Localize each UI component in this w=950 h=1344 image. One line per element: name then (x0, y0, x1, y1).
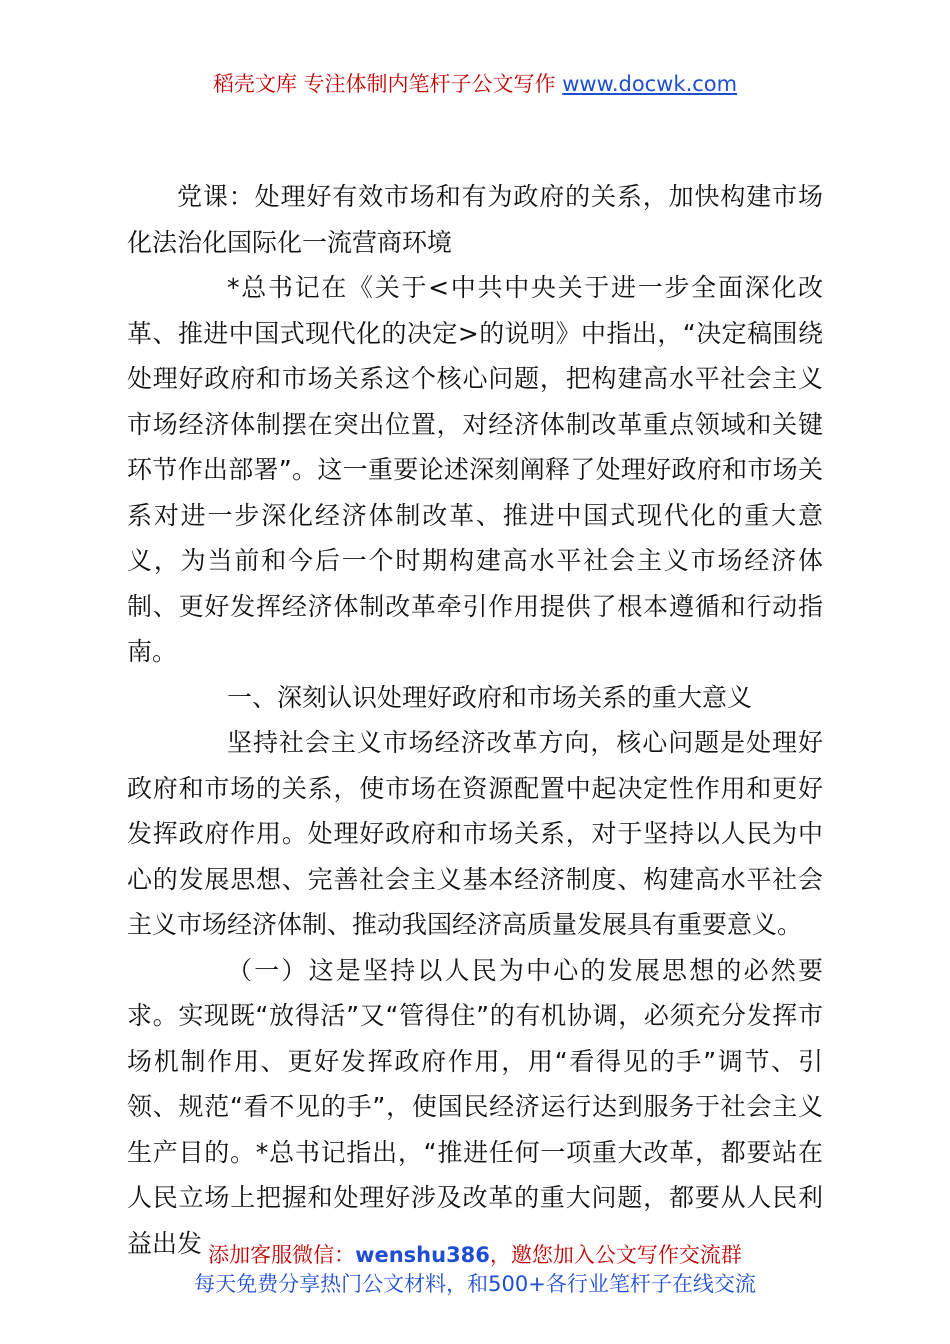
footer-contact-line (0, 1241, 950, 1270)
paragraph-section-1: 坚持社会主义市场经济改革方向，核心问题是处理好政府和市场的关系，使市场在资源配置中起决定性作用和更好发挥政府作用。处理好政府和市场关系，对于坚持以人民为中心的发展思想、完善社会主义基本经济制度、构建高水平社会主义市场经济体制、推动我国经济高质量发展具有重要意义。 (127, 728, 823, 939)
footer-contact-prefix: 添加客服微信： (208, 1243, 356, 1267)
header-website-link[interactable]: www.docwk.com (562, 72, 738, 96)
watermark-header (0, 70, 950, 98)
document-body (127, 174, 823, 1266)
footer-contact-suffix: ，邀您加入公文写作交流群 (489, 1243, 742, 1267)
header-brand-text: 稻壳文库 专注体制内笔杆子公文写作 (212, 72, 563, 96)
section-heading-1: 一、深刻认识处理好政府和市场关系的重大意义 (227, 682, 753, 712)
paragraph-intro: *总书记在《关于<中共中央关于进一步全面深化改革、推进中国式现代化的决定>的说明》中指出，“决定稿围绕处理好政府和市场关系这个核心问题，把构建高水平社会主义市场经济体制摆在突出位置，对经济体制改革重点领域和关键环节作出部署”。这一重要论述深刻阐释了处理好政府和市场关系对进一步深化经济体制改革、推进中国式现代化的重大意义，为当前和今后一个时期构建高水平社会主义市场经济体制、更好发挥经济体制改革牵引作用提供了根本遵循和行动指南。 (127, 273, 823, 666)
paragraph-subsection-1: （一）这是坚持以人民为中心的发展思想的必然要求。实现既“放得活”又“管得住”的有机协调，必须充分发挥市场机制作用、更好发挥政府作用，用“看得见的手”调节、引领、规范“看不见的手”，使国民经济运行达到服务于社会主义生产目的。*总书记指出，“推进任何一项重大改革，都要站在人民立场上把握和处理好涉及改革的重大问题，都要从人民利益出发 (127, 955, 823, 1258)
footer-wechat-id: wenshu386 (355, 1243, 490, 1267)
footer-promo-line: 每天免费分享热门公文材料，和500+各行业笔杆子在线交流 (194, 1272, 756, 1296)
document-title: 党课：处理好有效市场和有为政府的关系，加快构建市场化法治化国际化一流营商环境 (127, 182, 823, 257)
watermark-footer (0, 1241, 950, 1299)
